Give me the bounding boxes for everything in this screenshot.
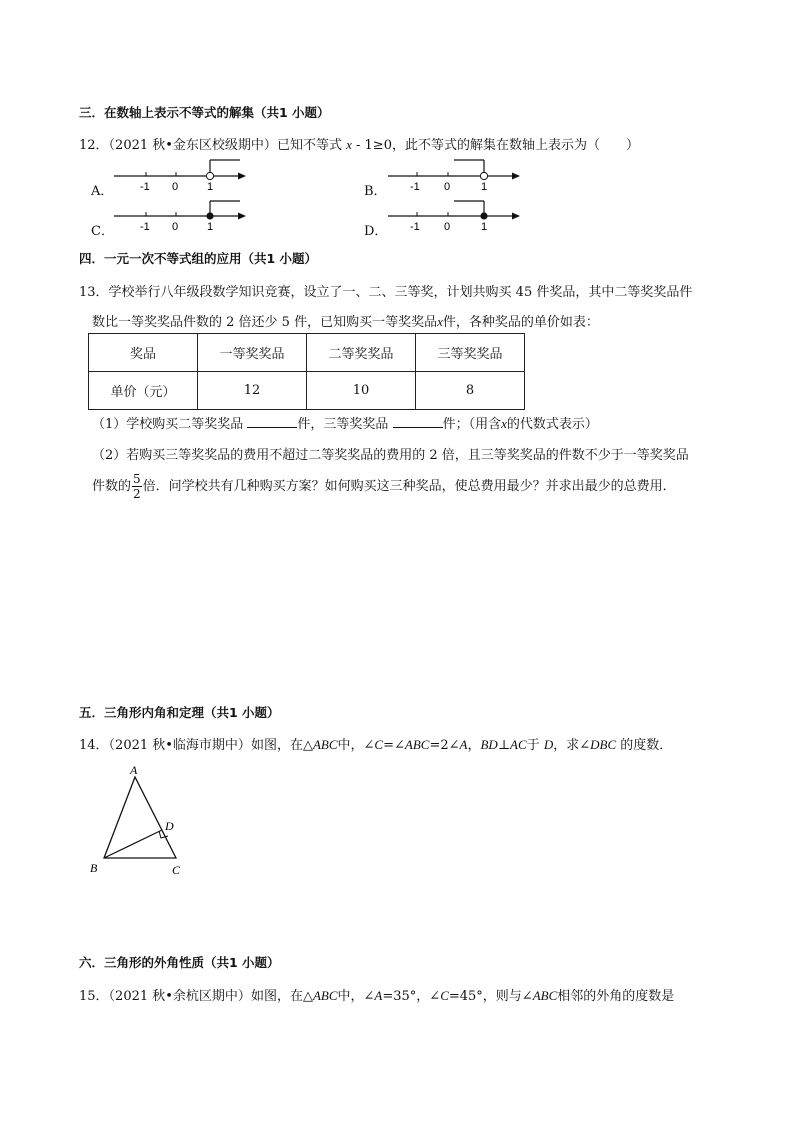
open-dot xyxy=(480,172,487,179)
table-row xyxy=(89,334,525,372)
fraction-denominator: 2 xyxy=(133,487,141,501)
triangle-abc xyxy=(104,777,176,858)
question-text: 相邻的外角的度数是 xyxy=(557,989,675,1004)
question-number: 12． xyxy=(79,138,109,153)
question-source: （2021 秋•临海市期中） xyxy=(108,738,251,753)
question-text: （1）学校购买二等奖奖品 xyxy=(92,417,244,432)
closed-dot xyxy=(480,212,487,219)
option-a-label[interactable]: A． xyxy=(91,184,114,199)
inequality-text: - 1≥0，此不等式的解集在数轴上表示为（ ） xyxy=(351,138,639,153)
table-cell: 10 xyxy=(307,372,416,410)
tick-label: 0 xyxy=(172,221,179,233)
math-var: A xyxy=(374,988,383,1003)
tick-label: 1 xyxy=(207,181,214,193)
question-text: 如图，在△ xyxy=(250,738,313,753)
table-header-cell: 三等奖奖品 xyxy=(416,334,525,372)
question-13-part2-line2 xyxy=(92,472,676,501)
number-line-d[interactable] xyxy=(384,197,524,237)
section-heading-3: 三．在数轴上表示不等式的解集（共1 小题） xyxy=(79,105,330,120)
question-text: 的度数． xyxy=(620,738,673,753)
price-table xyxy=(88,333,525,410)
question-12-stem xyxy=(79,134,639,153)
vertex-label-d: D xyxy=(165,819,174,833)
math-var: BD xyxy=(480,737,498,752)
table-row xyxy=(89,372,525,410)
question-number: 14． xyxy=(79,738,109,753)
question-text: 如图，在△ xyxy=(250,989,313,1004)
table-cell: 12 xyxy=(198,372,307,410)
question-15-stem xyxy=(79,985,674,1004)
open-dot xyxy=(206,172,213,179)
question-text: ，求∠ xyxy=(553,738,591,753)
table-header-cell: 奖品 xyxy=(89,334,198,372)
tick-label: 1 xyxy=(481,221,488,233)
question-text: 于 xyxy=(526,738,540,753)
question-text: =∠ xyxy=(383,738,405,753)
question-14-stem xyxy=(79,734,672,753)
math-var: AC xyxy=(510,737,527,752)
option-c-label[interactable]: C． xyxy=(91,224,114,239)
fraction xyxy=(132,472,142,501)
table-header-cell: 二等奖奖品 xyxy=(307,334,416,372)
fraction-numerator: 5 xyxy=(133,472,141,486)
answer-blank[interactable] xyxy=(247,415,297,428)
number-line-b[interactable] xyxy=(384,157,524,197)
tick-label: 1 xyxy=(481,181,488,193)
question-text: 学校举行八年级段数学知识竞赛，设立了一、二、三等奖，计划共购买 45 件奖品，其中二等奖奖品件 xyxy=(108,285,693,300)
option-b-label[interactable]: B． xyxy=(364,184,387,199)
math-var: ABC xyxy=(312,988,338,1003)
question-text: 的代数式表示） xyxy=(506,417,598,432)
table-header-cell: 一等奖奖品 xyxy=(198,334,307,372)
tick-label: 0 xyxy=(172,181,179,193)
question-text: 件，各种奖品的单价如表： xyxy=(442,315,599,330)
question-number: 15． xyxy=(79,989,109,1004)
question-text: ⊥ xyxy=(497,738,511,753)
tick-label: -1 xyxy=(140,221,150,233)
table-row-label: 单价（元） xyxy=(89,372,198,410)
vertex-label-b: B xyxy=(90,861,98,875)
variable-x: x xyxy=(437,314,443,329)
question-source: （2021 秋•余杭区期中） xyxy=(108,989,251,1004)
question-13-line2 xyxy=(92,311,599,330)
option-d-label[interactable]: D． xyxy=(364,224,388,239)
question-13-part2-line1: （2）若购买三等奖奖品的费用不超过二等奖奖品的费用的 2 倍，且三等奖奖品的件数不少于一等奖奖品 xyxy=(92,448,689,463)
question-text: 件，三等奖奖品 xyxy=(297,417,389,432)
math-var: C xyxy=(374,737,384,752)
question-text: 已知不等式 xyxy=(276,138,342,153)
triangle-figure xyxy=(86,762,196,882)
tick-label: -1 xyxy=(410,221,420,233)
question-text: =35°，∠ xyxy=(382,989,441,1004)
table-cell: 8 xyxy=(416,372,525,410)
question-text: 数比一等奖奖品件数的 2 倍还少 5 件，已知购买一等奖奖品 xyxy=(92,315,438,330)
math-var: ABC xyxy=(404,737,430,752)
section-heading-4: 四．一元一次不等式组的应用（共1 小题） xyxy=(79,251,318,266)
tick-label: -1 xyxy=(410,181,420,193)
tick-label: 0 xyxy=(444,221,451,233)
tick-label: 1 xyxy=(207,221,214,233)
question-source: （2021 秋•金东区校级期中） xyxy=(108,138,277,153)
question-number: 13． xyxy=(79,285,109,300)
question-text: =45°，则与∠ xyxy=(448,989,533,1004)
tick-label: -1 xyxy=(140,181,150,193)
math-var: C xyxy=(440,988,449,1003)
answer-blank[interactable] xyxy=(393,415,443,428)
question-text: 件；（用含 xyxy=(442,417,502,432)
section-heading-5: 五．三角形内角和定理（共1 小题） xyxy=(79,705,280,720)
question-text: 件数的 xyxy=(92,479,132,494)
tick-label: 0 xyxy=(444,181,451,193)
variable-x: x xyxy=(346,137,352,152)
math-var: DBC xyxy=(590,737,617,752)
math-var: ABC xyxy=(532,988,558,1003)
question-text: 中，∠ xyxy=(337,738,375,753)
math-var: D xyxy=(543,737,554,752)
question-text: ， xyxy=(467,738,481,753)
number-line-c[interactable] xyxy=(110,197,250,237)
math-var: A xyxy=(459,737,468,752)
closed-dot xyxy=(206,212,213,219)
math-var: ABC xyxy=(312,737,338,752)
number-line-a[interactable] xyxy=(110,157,250,197)
question-text: =2∠ xyxy=(429,738,460,753)
section-heading-6: 六．三角形的外角性质（共1 小题） xyxy=(79,955,280,970)
question-text: 倍．问学校共有几种购买方案？如何购买这三种奖品，使总费用最少？并求出最少的总费用． xyxy=(142,479,676,494)
question-13-part1 xyxy=(92,413,598,432)
variable-x: x xyxy=(501,416,507,431)
vertex-label-a: A xyxy=(130,763,138,777)
question-text: 中，∠ xyxy=(337,989,375,1004)
vertex-label-c: C xyxy=(172,863,181,877)
question-13-line1 xyxy=(79,281,692,300)
